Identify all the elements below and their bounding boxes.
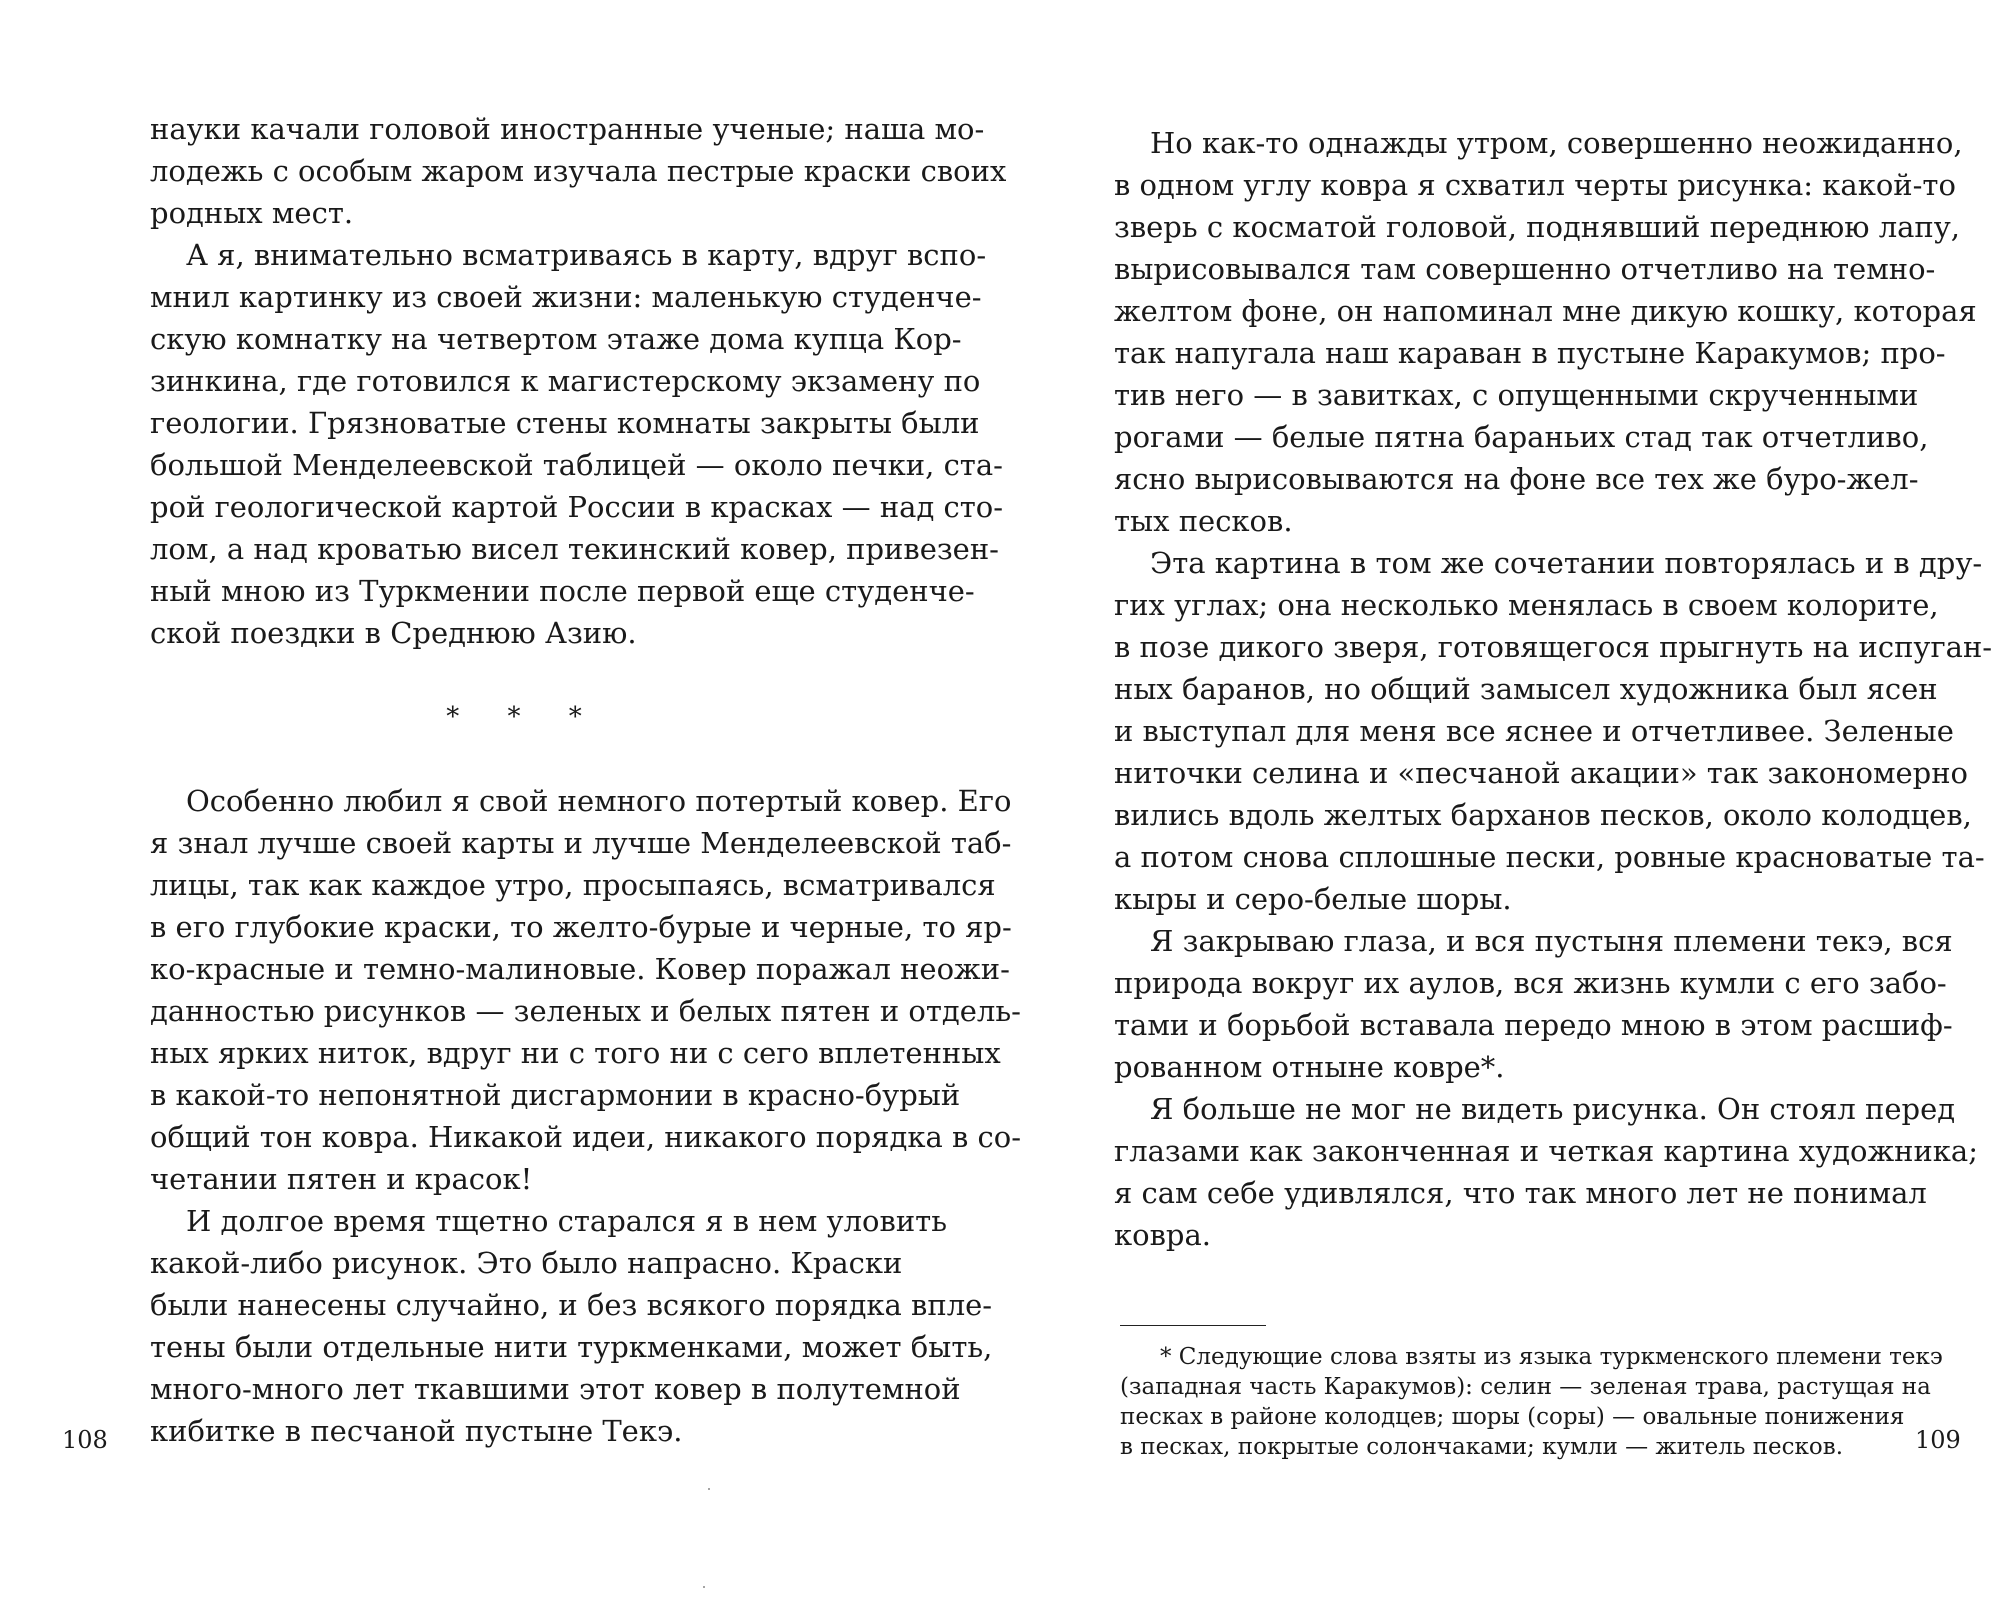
text-line: Я больше не мог не видеть рисунка. Он стоял перед [1150, 1092, 1956, 1126]
text-line: четании пятен и красок! [150, 1162, 533, 1196]
text-line: так напугала наш караван в пустыне Каракумов; про- [1114, 336, 1946, 370]
gutter-mark [708, 1488, 710, 1490]
text-line: ковра. [1114, 1218, 1211, 1252]
text-line: тами и борьбой вставала передо мною в этом расшиф- [1114, 1008, 1953, 1042]
text-line: вырисовывался там совершенно отчетливо на темно- [1114, 252, 1936, 286]
footnote-line: в песках, покрытые солончаками; кумли — житель песков. [1120, 1434, 1844, 1460]
right-page [1000, 0, 2000, 1606]
text-line: родных мест. [150, 196, 354, 230]
text-line: в одном углу ковра я схватил черты рисунка: какой-то [1114, 168, 1956, 202]
text-line: ниточки селина и «песчаной акации» так закономерно [1114, 756, 1969, 790]
text-line: в какой-то непонятной дисгармонии в красно-бурый [150, 1078, 961, 1112]
text-line: глазами как законченная и четкая картина художника; [1114, 1134, 1978, 1168]
text-line: я сам себе удивлялся, что так много лет не понимал [1114, 1176, 1927, 1210]
text-line: рой геологической картой России в красках — над сто- [150, 490, 1004, 524]
text-line: Я закрываю глаза, и вся пустыня племени текэ, вся [1150, 924, 1953, 958]
text-line: ской поездки в Среднюю Азию. [150, 616, 637, 650]
text-line: скую комнатку на четвертом этаже дома купца Кор- [150, 322, 962, 356]
text-line: рогами — белые пятна бараньих стад так отчетливо, [1114, 420, 1929, 454]
text-line: я знал лучше своей карты и лучше Менделеевской таб- [150, 826, 1012, 860]
text-line: гих углах; она несколько менялась в своем колорите, [1114, 588, 1939, 622]
text-line: ко-красные и темно-малиновые. Ковер поражал неожи- [150, 952, 1010, 986]
text-line: тых песков. [1114, 504, 1293, 538]
text-line: данностью рисунков — зеленых и белых пятен и отдель- [150, 994, 1021, 1028]
text-line: ных баранов, но общий замысел художника был ясен [1114, 672, 1938, 706]
text-line: зинкина, где готовился к магистерскому экзамену по [150, 364, 981, 398]
text-line: ный мною из Туркмении после первой еще студенче- [150, 574, 975, 608]
text-line: кибитке в песчаной пустыне Текэ. [150, 1414, 683, 1448]
text-line: ясно вырисовываются на фоне все тех же буро-жел- [1114, 462, 1919, 496]
text-line: вились вдоль желтых барханов песков, около колодцев, [1114, 798, 1972, 832]
text-line: были нанесены случайно, и без всякого порядка впле- [150, 1288, 993, 1322]
text-line: большой Менделеевской таблицей — около печки, ста- [150, 448, 1003, 482]
footnote-line: песках в районе колодцев; шоры (соры) — овальные понижения [1120, 1404, 1905, 1430]
text-line: И долгое время тщетно старался я в нем уловить [186, 1204, 947, 1238]
text-line: науки качали головой иностранные ученые; наша мо- [150, 112, 985, 146]
text-line: лицы, так как каждое утро, просыпаясь, всматривался [150, 868, 996, 902]
text-line: в его глубокие краски, то желто-бурые и черные, то яр- [150, 910, 1012, 944]
section-separator: * * * [446, 702, 602, 732]
right-page-text [1114, 122, 1993, 1256]
text-line: геологии. Грязноватые стены комнаты закрыты были [150, 406, 980, 440]
text-line: мнил картинку из своей жизни: маленькую студенче- [150, 280, 982, 314]
text-line: много-много лет ткавшими этот ковер в полутемной [150, 1372, 961, 1406]
footnote-line: * Следующие слова взяты из языка туркменского племени текэ [1160, 1344, 1943, 1370]
text-line: лом, а над кроватью висел текинский ковер, привезен- [150, 532, 999, 566]
text-line: и выступал для меня все яснее и отчетливее. Зеленые [1114, 714, 1954, 748]
text-line: кыры и серо-белые шоры. [1114, 882, 1512, 916]
text-line: желтом фоне, он напоминал мне дикую кошку, которая [1114, 294, 1977, 328]
text-line: общий тон ковра. Никакой идеи, никакого порядка в со- [150, 1120, 1021, 1154]
text-line: Особенно любил я свой немного потертый ковер. Его [186, 784, 1012, 818]
text-line: зверь с косматой головой, поднявший переднюю лапу, [1114, 210, 1961, 244]
page-number-right: 109 [1915, 1426, 1961, 1454]
text-line: ных ярких ниток, вдруг ни с того ни с сего вплетенных [150, 1036, 1001, 1070]
text-line: в позе дикого зверя, готовящегося прыгнуть на испуган- [1114, 630, 1993, 664]
gutter-mark [703, 1586, 705, 1588]
text-line: А я, внимательно всматриваясь в карту, вдруг вспо- [186, 238, 987, 272]
text-line: природа вокруг их аулов, вся жизнь кумли с его забо- [1114, 966, 1947, 1000]
text-line: тив него — в завитках, с опущенными скрученными [1114, 378, 1919, 412]
page-number-left: 108 [62, 1426, 108, 1454]
text-line: тены были отдельные нити туркменками, может быть, [150, 1330, 993, 1364]
text-line: а потом снова сплошные пески, ровные красноватые та- [1114, 840, 1985, 874]
text-line: какой-либо рисунок. Это было напрасно. Краски [150, 1246, 903, 1280]
text-line: Но как-то однажды утром, совершенно неожиданно, [1150, 126, 1963, 160]
text-line: рованном отныне ковре*. [1114, 1050, 1505, 1084]
text-line: лодежь с особым жаром изучала пестрые краски своих [150, 154, 1007, 188]
footnote-line: (западная часть Каракумов): селин — зеленая трава, растущая на [1120, 1374, 1931, 1400]
left-page-text [150, 108, 1021, 1452]
footnote-rule [1120, 1325, 1266, 1326]
text-line: Эта картина в том же сочетании повторялась и в дру- [1150, 546, 1983, 580]
